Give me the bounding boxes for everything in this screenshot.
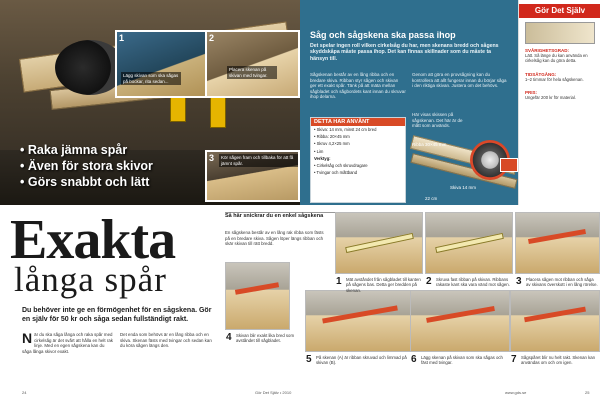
article-col2: Det enda som behövs är en lång ribba och en skiva. Skenan fästs med tvingar och sedan kan du köra sågen längs den. [120, 332, 212, 349]
howto-box [225, 212, 335, 226]
materials-line: • Cirkelsåg och skruvdragare [314, 163, 368, 169]
step-number: 5 [306, 354, 312, 365]
bullet-item: • Görs snabbt och lätt [20, 175, 150, 189]
step-photo-4 [225, 262, 290, 330]
materials-line: • Lim [314, 148, 324, 154]
step-photo-6 [410, 290, 510, 352]
step-photo-1 [335, 212, 423, 274]
step-number: 1 [336, 276, 342, 287]
step-photo-3 [515, 212, 600, 274]
materials-line: • Ribba: 20×45 mm [314, 134, 350, 140]
footer-magazine: Gör Det Själv • 2010 [255, 390, 292, 395]
diagram-label-skiva: Skiva 14 mm [450, 185, 477, 190]
article-title-line2: långa spår [14, 260, 167, 299]
step-number: 3 [516, 276, 522, 287]
materials-line: • Skiva: 14 mm, minst 24 cm bred [314, 127, 377, 132]
step-number: 4 [226, 332, 232, 343]
page-number-right: 25 [585, 390, 590, 395]
sidebar-heading: TIDSÅTGÅNG: [525, 72, 557, 77]
inset-number: 3 [209, 153, 215, 163]
step-text: Skivan blir exakt lika bred som avståndet till sågbladet. [236, 333, 295, 344]
materials-heading: DETTA HAR ANVÄNT [311, 118, 405, 126]
step-text: Sågspåret blir nu helt rakt. Skenan kan användas om och om igen. [521, 355, 596, 366]
bullet-item: • Även för stora skivor [20, 159, 153, 173]
inset-number: 1 [119, 33, 125, 43]
materials-line: • Tvingar och måttband [314, 170, 358, 176]
howto-text: En sågskena består av en lång rak ribba som fästs på en bredare skiva. Sågen löper längs ribban och skär skivan till rätt bredd. [225, 230, 324, 247]
step-number: 6 [411, 354, 417, 365]
inset-caption: Lägg skivan som ska sågas på bockar, rita sedan... [121, 72, 181, 85]
sidebar [518, 0, 600, 205]
diagram-label-ribba: Ribba 30×45 mm [412, 142, 447, 147]
sidebar-section [525, 72, 597, 82]
article-col1-text: är du ska såga långa och raka spår med cirkelsåg är det svårt att hålla en helt rak linje. Med en egen sågskena kan du såga långa skivor exakt. [22, 332, 113, 354]
panel-text-col1: Sågskenan består av en lång ribba och en bredare skiva. Ribban styr sågen och skivan ger ett exakt spår. Tänk på att mäta mellan sågbladet och sågbordets kant innan du skruvar ihop delarna. [310, 72, 406, 100]
sidebar-header: Gör Det Själv [519, 4, 600, 18]
step-text: Skruva fast ribban på skivan. Ribbans rakaste kant ska vara vänd mot sågen. [436, 277, 510, 288]
bullet-item: • Raka jämna spår [20, 143, 128, 157]
panel-text-col2: Genom att göra en provsågning kan du kontrollera att allt fungerar innan du börjar såga i den riktiga skivan. Justera om det behövs. [412, 72, 507, 89]
info-panel [300, 0, 518, 205]
step-number: 7 [511, 354, 517, 365]
materials-line: • Skruv 4,2×25 mm [314, 141, 350, 147]
label-marker [500, 158, 518, 172]
article-title-line1: Exakta [10, 209, 176, 271]
sidebar-text: 1–2 timmar för hela sågskenan. [525, 77, 584, 82]
step-text: Lägg skenan på skivan som ska sågas och fäst med tvingar. [421, 355, 503, 366]
materials-line: Verktyg: [314, 155, 331, 161]
materials-box [310, 117, 406, 203]
sidebar-section [525, 90, 597, 100]
inset-photo-3 [205, 150, 300, 202]
step-number: 2 [426, 276, 432, 287]
article-col1 [22, 332, 114, 354]
page-number-left: 24 [22, 390, 27, 395]
step-text: På skenan (A) är ribban skruvad och limmad på skivan (B). [316, 355, 407, 366]
inset-photo-1 [115, 30, 210, 98]
step-photo-2 [425, 212, 513, 274]
sidebar-heading: PRIS: [525, 90, 538, 95]
sidebar-image [525, 22, 595, 44]
inset-number: 2 [209, 33, 215, 43]
article-lead: Du behöver inte ge en förmögenhet för en sågskena. Gör en själv för 50 kr och såga sedan fullständigt rakt. [22, 307, 212, 323]
sidebar-heading: SVÅRIGHETSGRAD: [525, 48, 570, 53]
diagram-label-width: 22 cm [425, 196, 438, 201]
sidebar-text: Ungefär 200 kr för material. [525, 95, 576, 100]
inset-photo-2 [205, 30, 300, 98]
panel-text-col3: Här visas skissen på sågskenan. Det här är de mått som används. [412, 112, 463, 129]
step-photo-5 [305, 290, 415, 352]
step-photo-7 [510, 290, 600, 352]
inset-caption: Placera skenan på skivan med tvingar. [227, 66, 277, 79]
sidebar-text: Lätt. Så länge du kan använda en cirkelsåg kan du göra detta. [525, 53, 588, 64]
footer-url: www.gds.se [505, 390, 527, 395]
feature-bullets [20, 142, 210, 190]
panel-title: Såg och sågskena ska passa ihop [310, 30, 456, 40]
step-text: Mät avståndet från sågbladet till kanten på sågens bas. Detta ger bredden på skenan. [346, 277, 421, 293]
dropcap: N [22, 330, 33, 346]
panel-intro: Det spelar ingen roll vilken cirkelsåg du har, men skenans bredd och sågens skyddskåpa måste passa ihop. Det kan finnas skillnader som du måste ta hänsyn till. [310, 43, 499, 62]
inset-caption: Kör sågen fram och tillbaka för att få jämnt spår. [219, 154, 299, 167]
howto-heading: Så här snickrar du en enkel sågskena [225, 213, 324, 219]
step-text: Placera sågen mot ribban och såga av skivans överskott i en lång rörelse. [526, 277, 598, 288]
sidebar-section [525, 48, 597, 63]
